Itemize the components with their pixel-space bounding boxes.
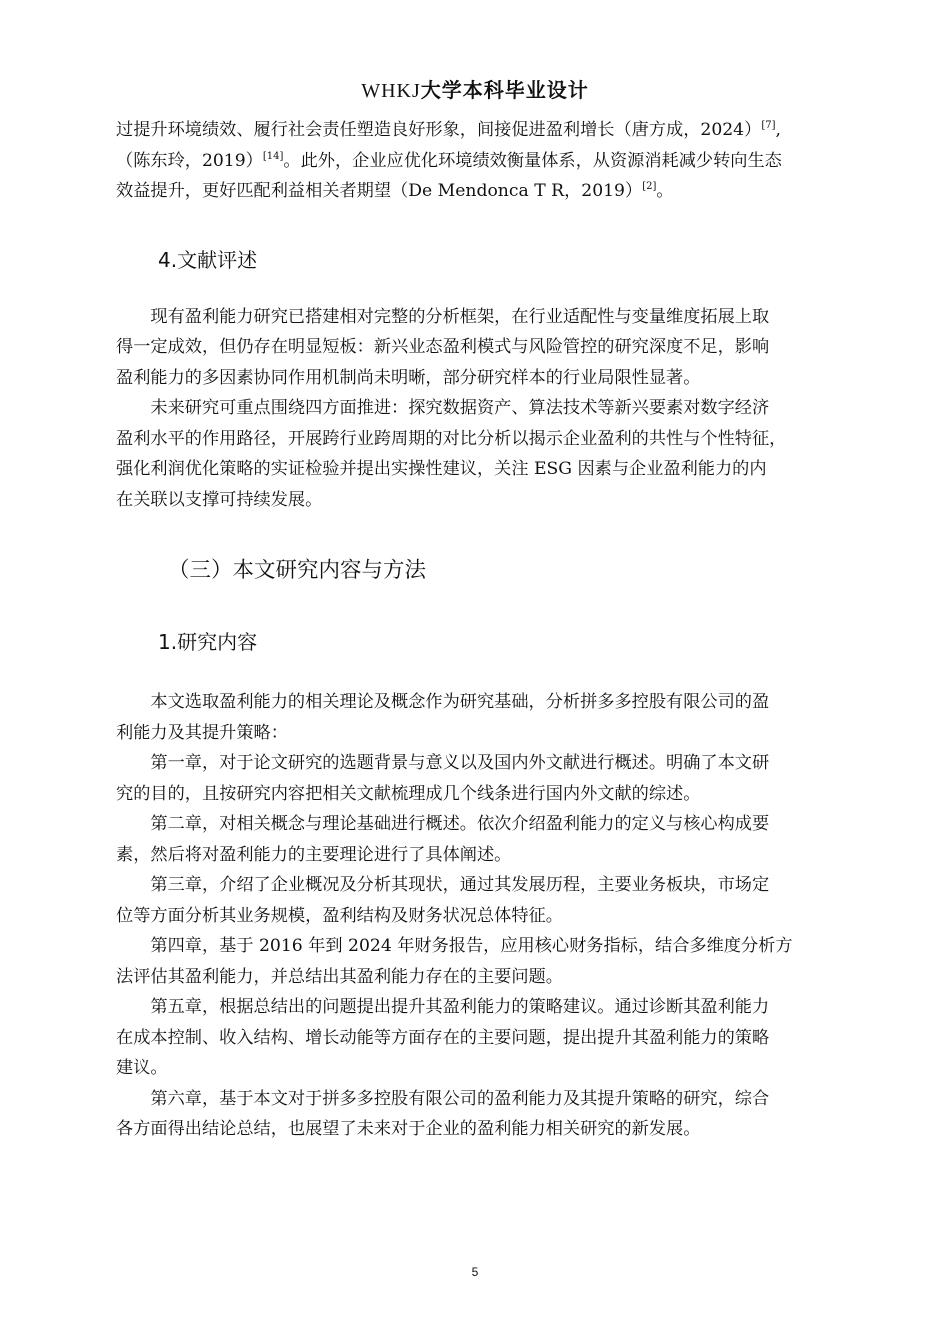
text-line: 在关联以支撑可持续发展。 xyxy=(116,489,323,510)
intro-line-3-text: 效益提升，更好匹配利益相关者期望（De Mendonca T R，2019） xyxy=(116,181,643,201)
text-line: 利能力及其提升策略： xyxy=(116,722,288,743)
header-latin: WHKJ xyxy=(361,80,421,102)
text-line: 第二章，对相关概念与理论基础进行概述。依次介绍盈利能力的定义与核心构成要 xyxy=(150,814,770,834)
text-line: 究的目的，且按研究内容把相关文献梳理成几个线条进行国内外文献的综述。 xyxy=(116,783,701,804)
text-line: 建议。 xyxy=(116,1058,168,1078)
literature-review-paragraph-2 xyxy=(116,393,842,515)
intro-line-1-text: 过提升环境绩效、履行社会责任塑造良好形象，间接促进盈利增长（唐方成，2024） xyxy=(116,120,762,140)
research-content-chapter-5 xyxy=(116,992,842,1084)
text-line: 位等方面分析其业务规模，盈利结构及财务状况总体特征。 xyxy=(116,905,563,926)
text-line: 在成本控制、收入结构、增长动能等方面存在的主要问题，提出提升其盈利能力的策略 xyxy=(116,1027,770,1048)
text-line: 得一定成效，但仍存在明显短板：新兴业态盈利模式与风险管控的研究深度不足，影响 xyxy=(116,337,770,357)
text-line: 盈利能力的多因素协同作用机制尚未明晰，部分研究样本的行业局限性显著。 xyxy=(116,367,701,388)
text-line: 第三章，介绍了企业概况及分析其现状，通过其发展历程，主要业务板块，市场定 xyxy=(150,875,770,895)
heading-research-content: 1.研究内容 xyxy=(158,630,258,654)
text-line: 各方面得出结论总结，也展望了未来对于企业的盈利能力相关研究的新发展。 xyxy=(116,1119,701,1139)
page-content xyxy=(116,115,842,1145)
text-line: 第五章，根据总结出的问题提出提升其盈利能力的策略建议。通过诊断其盈利能力 xyxy=(150,997,770,1017)
page-number: 5 xyxy=(471,1265,479,1279)
research-content-chapter-2 xyxy=(116,809,842,870)
text-line: 素，然后将对盈利能力的主要理论进行了具体阐述。 xyxy=(116,844,512,865)
text-line: 法评估其盈利能力，并总结出其盈利能力存在的主要问题。 xyxy=(116,966,563,987)
research-content-paragraph-1 xyxy=(116,687,842,748)
text-line: 未来研究可重点围绕四方面推进：探究数据资产、算法技术等新兴要素对数字经济 xyxy=(150,398,770,418)
citation-ref: [14] xyxy=(262,150,284,162)
running-header xyxy=(0,74,950,103)
research-content-chapter-4 xyxy=(116,931,842,992)
intro-line-1-tail: , xyxy=(775,120,781,140)
text-line: 强化利润优化策略的实证检验并提出实操性建议，关注 ESG 因素与企业盈利能力的内 xyxy=(116,459,767,479)
text-line: 第一章，对于论文研究的选题背景与意义以及国内外文献进行概述。明确了本文研 xyxy=(150,753,770,773)
header-title: 大学本科毕业设计 xyxy=(420,78,589,102)
intro-line-3-tail: 。 xyxy=(656,181,674,201)
text-line: 第四章，基于 2016 年到 2024 年财务报告，应用核心财务指标，结合多维度分析方 xyxy=(150,936,793,956)
literature-review-paragraph-1 xyxy=(116,302,842,394)
heading-literature-review: 4.文献评述 xyxy=(158,247,258,272)
research-content-chapter-3 xyxy=(116,870,842,931)
research-content-chapter-6 xyxy=(116,1084,842,1145)
text-line: 本文选取盈利能力的相关理论及概念作为研究基础，分析拼多多控股有限公司的盈 xyxy=(150,692,770,712)
text-line: 现有盈利能力研究已搭建相对完整的分析框架，在行业适配性与变量维度拓展上取 xyxy=(150,306,770,327)
text-line: 第六章，基于本文对于拼多多控股有限公司的盈利能力及其提升策略的研究，综合 xyxy=(150,1088,770,1109)
citation-ref: [7] xyxy=(761,120,776,131)
intro-line-3 xyxy=(116,176,842,207)
intro-line-2 xyxy=(116,146,842,177)
intro-line-1 xyxy=(116,115,842,146)
intro-line-2-tail: 。此外，企业应优化环境绩效衡量体系，从资源消耗减少转向生态 xyxy=(283,150,782,171)
intro-paragraph xyxy=(116,115,842,207)
heading-content-methods: （三）本文研究内容与方法 xyxy=(168,558,427,583)
intro-line-2-text: （陈东玲，2019） xyxy=(116,150,263,171)
text-line: 盈利水平的作用路径，开展跨行业跨周期的对比分析以揭示企业盈利的共性与个性特征， xyxy=(116,428,787,449)
research-content-chapter-1 xyxy=(116,748,842,809)
citation-ref: [2] xyxy=(642,181,657,192)
